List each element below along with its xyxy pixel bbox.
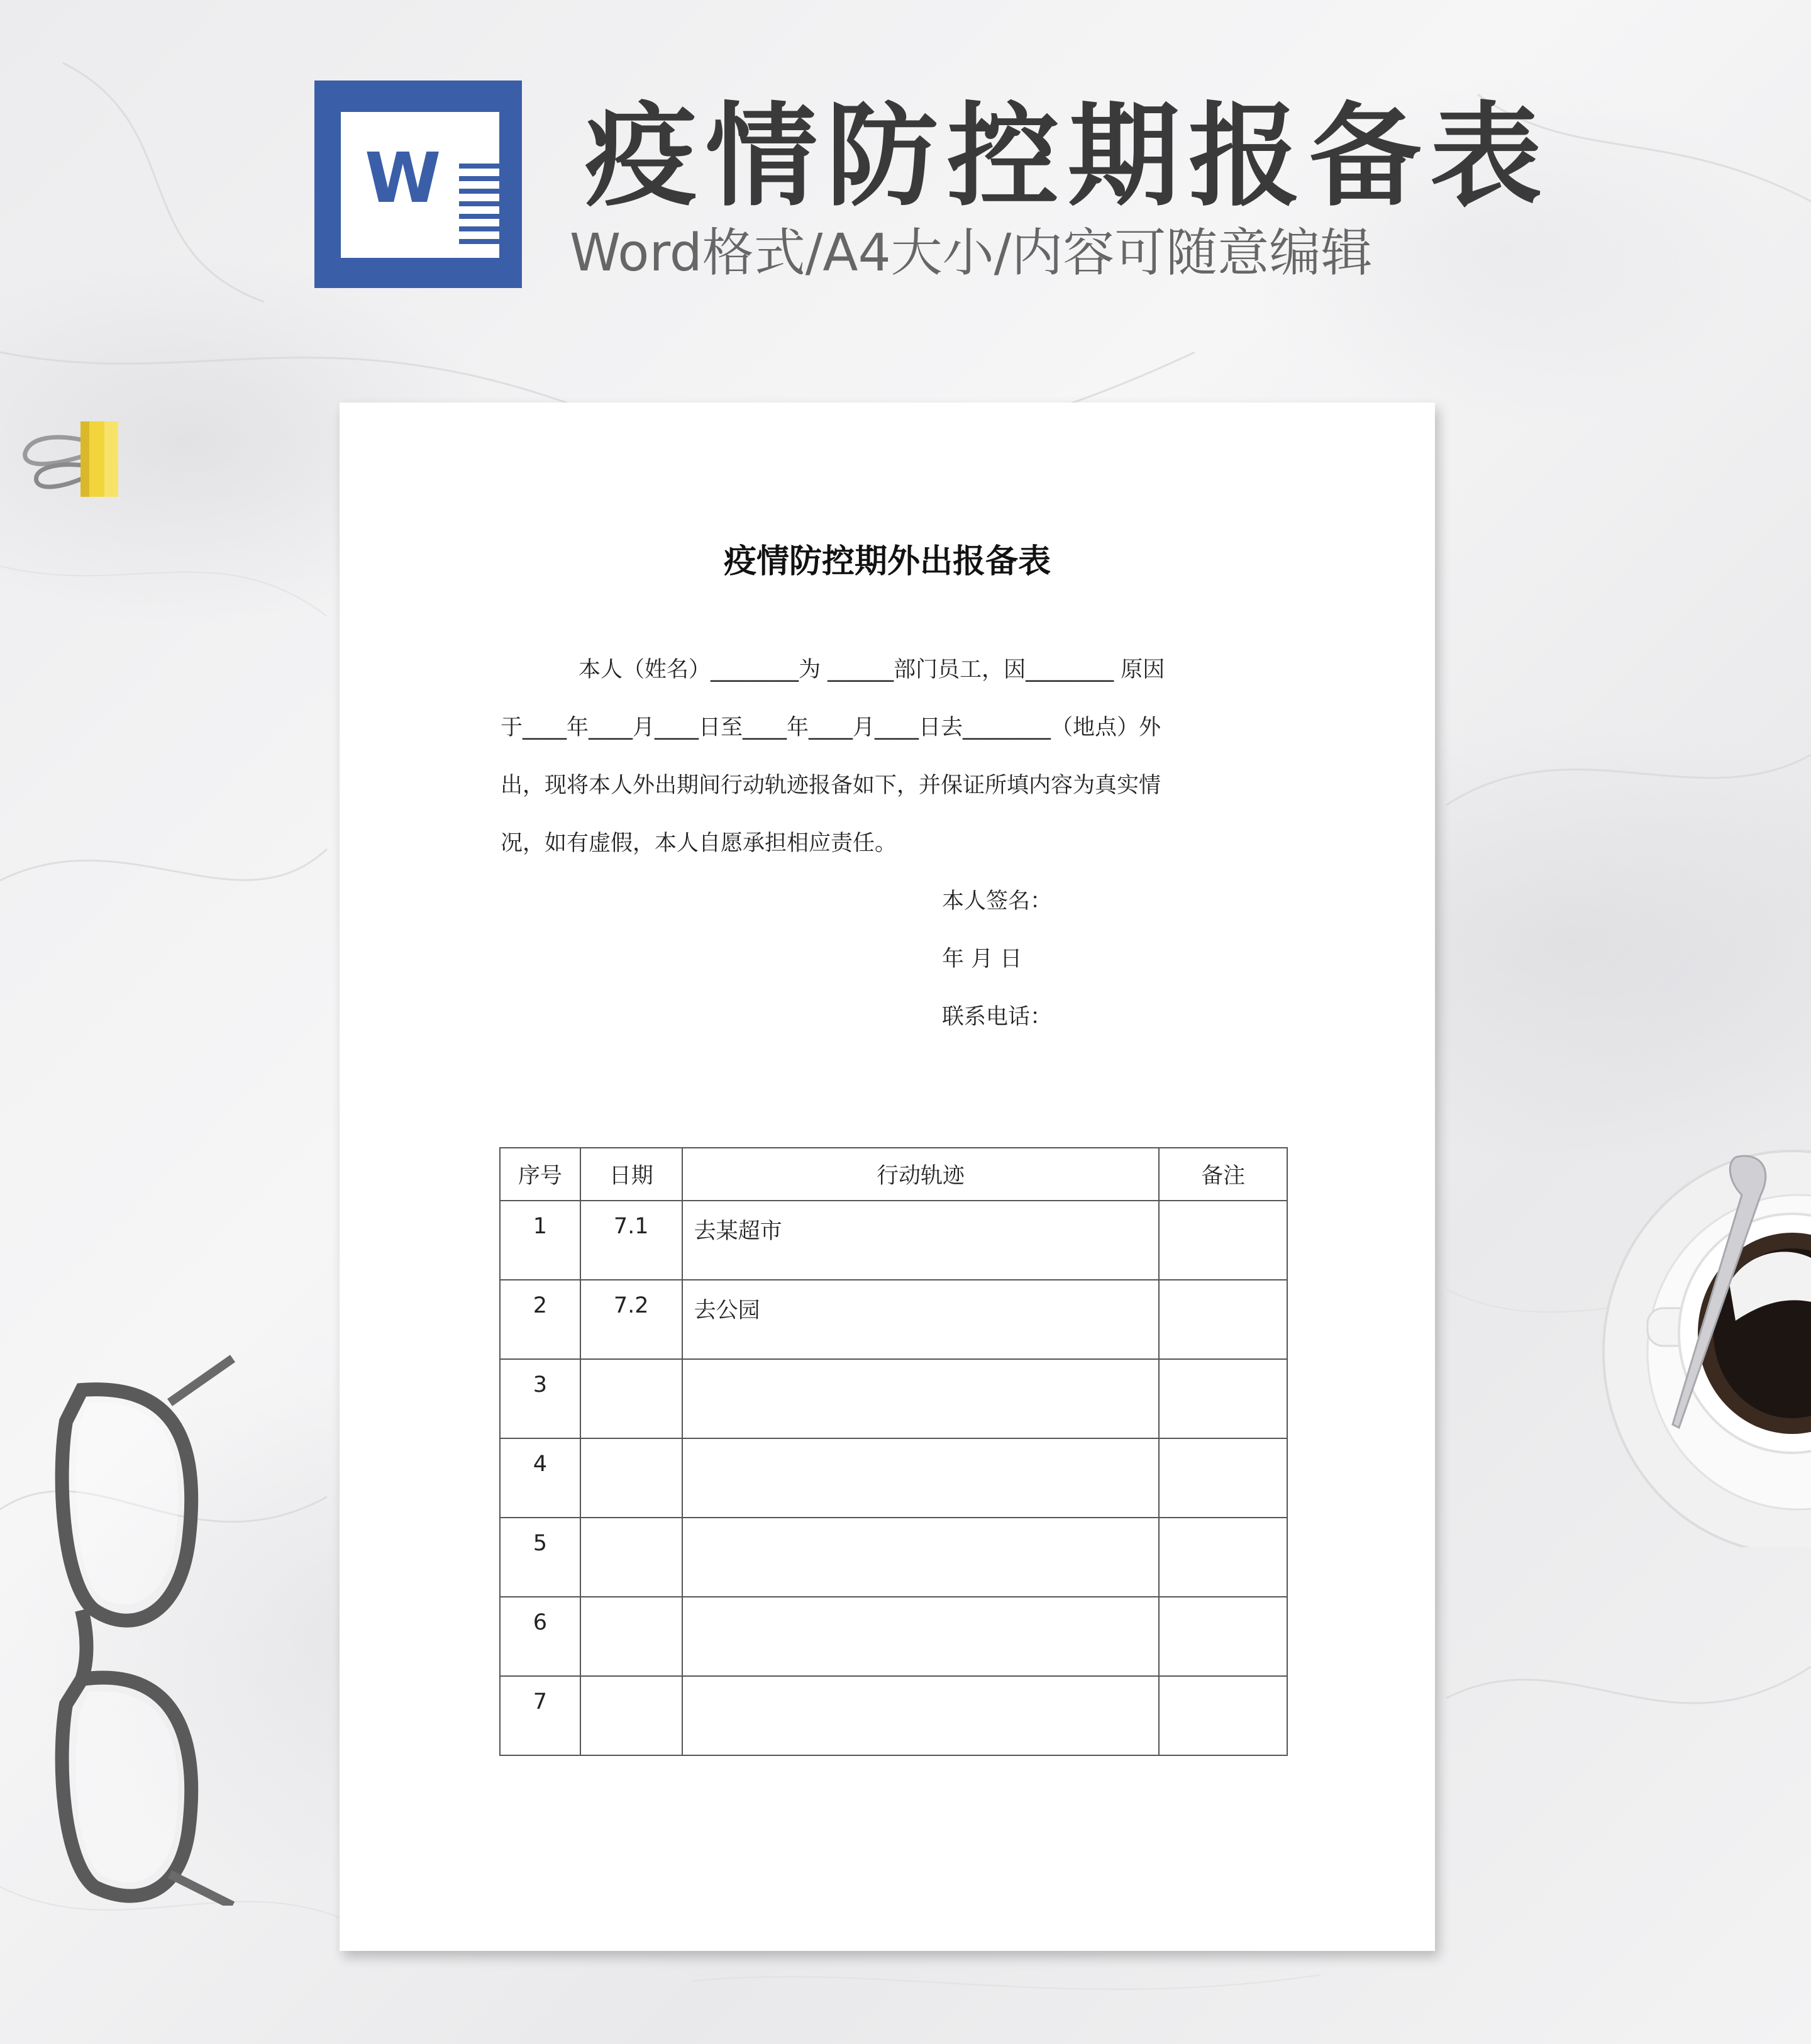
document-page: [340, 403, 1435, 1951]
table-row: [500, 1438, 1287, 1518]
cell-num: 1: [500, 1201, 580, 1280]
cell-date[interactable]: [580, 1676, 682, 1755]
header-num: 序号: [500, 1148, 580, 1201]
table-row: [500, 1676, 1287, 1755]
cell-activity[interactable]: [682, 1359, 1160, 1438]
paragraph-line-3: 出，现将本人外出期间行动轨迹报备如下，并保证所填内容为真实情: [501, 773, 1161, 798]
eyeglasses-icon: [44, 1352, 239, 1906]
document-title: 疫情防控期外出报备表: [723, 543, 1051, 580]
cell-activity[interactable]: 去公园: [682, 1280, 1160, 1359]
cell-activity[interactable]: [682, 1597, 1160, 1676]
cell-note[interactable]: [1159, 1359, 1287, 1438]
table-header-row: [500, 1148, 1287, 1201]
cell-note[interactable]: [1159, 1518, 1287, 1597]
header-note: 备注: [1159, 1148, 1287, 1201]
date-label: 年 月 日: [942, 947, 1022, 972]
sub-title: Word格式/A4大小/内容可随意编辑: [570, 223, 1373, 283]
word-logo: [314, 81, 522, 288]
cell-note[interactable]: [1159, 1280, 1287, 1359]
cell-note[interactable]: [1159, 1438, 1287, 1518]
cell-activity[interactable]: 去某超市: [682, 1201, 1160, 1280]
cell-date[interactable]: [580, 1438, 682, 1518]
cell-num: 4: [500, 1438, 580, 1518]
cell-num: 6: [500, 1597, 580, 1676]
coffee-cup-icon: [1585, 1113, 1811, 1547]
cell-date[interactable]: 7.1: [580, 1201, 682, 1280]
cell-num: 7: [500, 1676, 580, 1755]
paragraph-line-2: 于____年____月____日至____年____月____日去________（地点）外: [501, 715, 1161, 740]
signature-label: 本人签名：: [942, 889, 1053, 914]
cell-date[interactable]: [580, 1359, 682, 1438]
cell-activity[interactable]: [682, 1438, 1160, 1518]
table-row: [500, 1597, 1287, 1676]
word-lines-icon: [459, 164, 509, 252]
word-letter-icon: W: [365, 138, 441, 218]
main-title: 疫情防控期报备表: [585, 91, 1551, 221]
cell-note[interactable]: [1159, 1676, 1287, 1755]
cell-date[interactable]: 7.2: [580, 1280, 682, 1359]
cell-num: 2: [500, 1280, 580, 1359]
cell-activity[interactable]: [682, 1518, 1160, 1597]
track-table: [499, 1147, 1288, 1756]
cell-num: 5: [500, 1518, 580, 1597]
table-row: [500, 1280, 1287, 1359]
cell-note[interactable]: [1159, 1201, 1287, 1280]
cell-num: 3: [500, 1359, 580, 1438]
paragraph-line-4: 况，如有虚假，本人自愿承担相应责任。: [501, 831, 897, 856]
cell-date[interactable]: [580, 1518, 682, 1597]
table-row: [500, 1359, 1287, 1438]
paragraph-line-1: 本人（姓名）________为 ______部门员工，因________ 原因: [579, 657, 1165, 682]
phone-label: 联系电话：: [942, 1004, 1053, 1030]
cell-activity[interactable]: [682, 1676, 1160, 1755]
header-date: 日期: [580, 1148, 682, 1201]
table-row: [500, 1201, 1287, 1280]
cell-note[interactable]: [1159, 1597, 1287, 1676]
cell-date[interactable]: [580, 1597, 682, 1676]
table-row: [500, 1518, 1287, 1597]
header-activity: 行动轨迹: [682, 1148, 1160, 1201]
binder-clip-icon: [18, 409, 131, 503]
